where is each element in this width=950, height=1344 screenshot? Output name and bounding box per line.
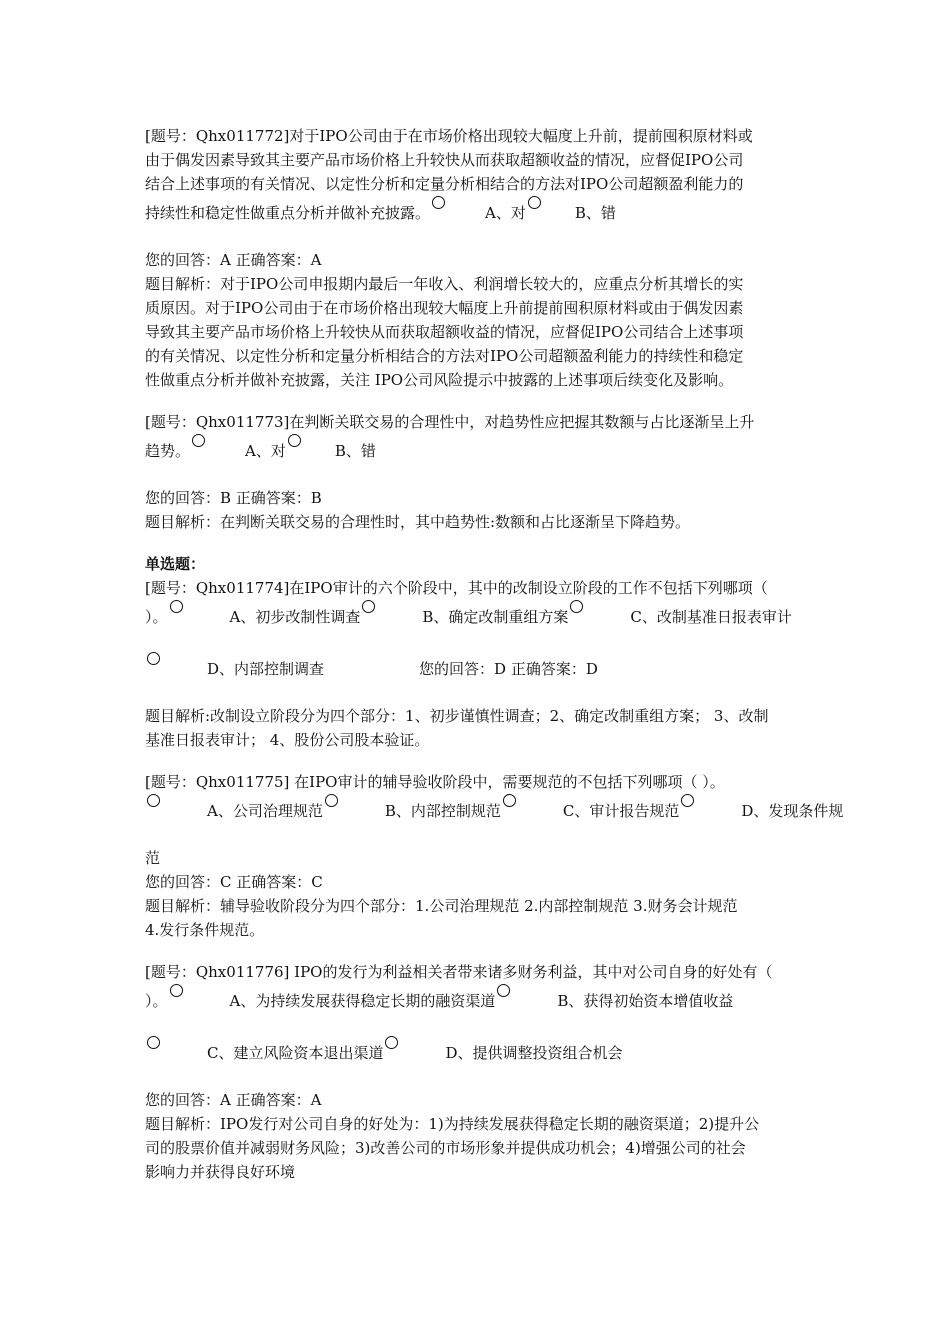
question-text-line: 由于偶发因素导致其主要产品市场价格上升较快从而获取超额收益的情况，应督促IPO公司	[145, 151, 744, 169]
analysis-line: 题目解析：对于IPO公司申报期内最后一年收入、利润增长较大的，应重点分析其增长的实	[145, 275, 744, 293]
option-a-label: A、为持续发展获得稳定长期的融资渠道	[229, 992, 496, 1010]
option-a-label: A、对	[245, 442, 286, 460]
answer-line: 您的回答：B 正确答案：B	[145, 489, 322, 507]
radio-a[interactable]	[147, 794, 160, 807]
section-title-single-choice: 单选题：	[145, 555, 206, 573]
radio-c[interactable]	[147, 1036, 160, 1049]
analysis-line: 题目解析：在判断关联交易的合理性时，其中趋势性:数额和占比逐渐呈下降趋势。	[145, 513, 691, 531]
question-text-line: ）。	[145, 992, 168, 1010]
radio-b[interactable]	[497, 984, 510, 997]
question-text-line: 结合上述事项的有关情况、以定性分析和定量分析相结合的方法对IPO公司超额盈利能力的	[145, 175, 744, 193]
question-text-line: [题号：Qhx011775] 在IPO审计的辅导验收阶段中，需要规范的不包括下列哪项（ ）。	[145, 773, 725, 791]
question-options-row	[145, 794, 844, 828]
question-text-line: [题号：Qhx011774]在IPO审计的六个阶段中，其中的改制设立阶段的工作不包括下列哪项（	[145, 579, 768, 597]
option-a-label: A、公司治理规范	[207, 802, 323, 820]
question-text-line: 持续性和稳定性做重点分析并做补充披露。	[145, 204, 431, 222]
radio-b[interactable]	[528, 196, 541, 209]
question-qhx011772	[145, 124, 810, 392]
analysis-line: 题目解析:改制设立阶段分为四个部分：1、初步谨慎性调查；2、确定改制重组方案； 3、改制	[145, 707, 769, 725]
option-c-label: C、审计报告规范	[562, 802, 680, 820]
option-b-label: B、内部控制规范	[384, 802, 501, 820]
analysis-line: 题目解析：IPO发行对公司自身的好处为：1)为持续发展获得稳定长期的融资渠道；2)提升公	[145, 1115, 760, 1133]
analysis-line: 性做重点分析并做补充披露，关注 IPO公司风险提示中披露的上述事项后续变化及影响。	[145, 371, 734, 389]
radio-a[interactable]	[192, 434, 205, 447]
analysis-line: 影响力并获得良好环境	[145, 1163, 296, 1181]
answer-line: 您的回答：D 正确答案：D	[419, 660, 598, 678]
option-a-label: A、初步改制性调查	[229, 608, 361, 626]
analysis-line: 4.发行条件规范。	[145, 921, 265, 939]
analysis-line: 导致其主要产品市场价格上升较快从而获取超额收益的情况，应督促IPO公司结合上述事项	[145, 323, 744, 341]
document-page	[145, 124, 844, 1184]
question-options-row	[145, 984, 810, 1018]
question-options-row	[145, 196, 810, 230]
option-d-label: D、提供调整投资组合机会	[445, 1044, 623, 1062]
radio-d[interactable]	[147, 652, 160, 665]
option-c-label: C、改制基准日报表审计	[630, 608, 792, 626]
analysis-line: 司的股票价值并减弱财务风险；3)改善公司的市场形象并提供成功机会；4)增强公司的社会	[145, 1139, 746, 1157]
radio-c[interactable]	[570, 600, 583, 613]
question-text-line: 趋势。	[145, 442, 191, 460]
radio-b[interactable]	[362, 600, 375, 613]
question-options-row	[145, 434, 810, 468]
radio-b[interactable]	[325, 794, 338, 807]
question-qhx011773	[145, 410, 810, 534]
option-a-label: A、对	[485, 204, 526, 222]
analysis-line: 题目解析：辅导验收阶段分为四个部分：1.公司治理规范 2.内部控制规范 3.财务会计规范	[145, 897, 738, 915]
question-options-row	[145, 652, 810, 686]
option-b-label: B、错	[574, 204, 616, 222]
radio-a[interactable]	[170, 984, 183, 997]
radio-a[interactable]	[170, 600, 183, 613]
option-b-label: B、错	[334, 442, 376, 460]
radio-d[interactable]	[681, 794, 694, 807]
option-d-label-continued: 范	[145, 849, 161, 867]
question-text-line: [题号：Qhx011776] IPO的发行为利益相关者带来诸多财务利益，其中对公司自身的好处有（	[145, 963, 773, 981]
answer-line: 您的回答：A 正确答案：A	[145, 251, 322, 269]
question-text-line: [题号：Qhx011773]在判断关联交易的合理性中，对趋势性应把握其数额与占比逐渐呈上升	[145, 413, 755, 431]
radio-a[interactable]	[432, 196, 445, 209]
question-qhx011774	[145, 576, 810, 752]
option-d-label: D、内部控制调查	[207, 660, 325, 678]
analysis-line: 基准日报表审计； 4、股份公司股本验证。	[145, 731, 430, 749]
question-options-row	[145, 600, 810, 634]
question-text-line: [题号：Qhx011772]对于IPO公司由于在市场价格出现较大幅度上升前，提前囤积原材料或	[145, 127, 753, 145]
question-qhx011776	[145, 960, 810, 1184]
analysis-line: 质原因。对于IPO公司由于在市场价格出现较大幅度上升前提前囤积原材料或由于偶发因素	[145, 299, 744, 317]
radio-b[interactable]	[288, 434, 301, 447]
answer-line: 您的回答：A 正确答案：A	[145, 1091, 322, 1109]
option-b-label: B、确定改制重组方案	[422, 608, 569, 626]
answer-line: 您的回答：C 正确答案：C	[145, 873, 323, 891]
option-c-label: C、建立风险资本退出渠道	[207, 1044, 384, 1062]
question-qhx011775	[145, 770, 844, 942]
question-text-line: ）。	[145, 608, 168, 626]
radio-d[interactable]	[385, 1036, 398, 1049]
question-options-row	[145, 1036, 810, 1070]
option-d-label: D、发现条件规	[741, 802, 844, 820]
option-b-label: B、获得初始资本增值收益	[557, 992, 734, 1010]
analysis-line: 的有关情况、以定性分析和定量分析相结合的方法对IPO公司超额盈利能力的持续性和稳定	[145, 347, 744, 365]
radio-c[interactable]	[503, 794, 516, 807]
